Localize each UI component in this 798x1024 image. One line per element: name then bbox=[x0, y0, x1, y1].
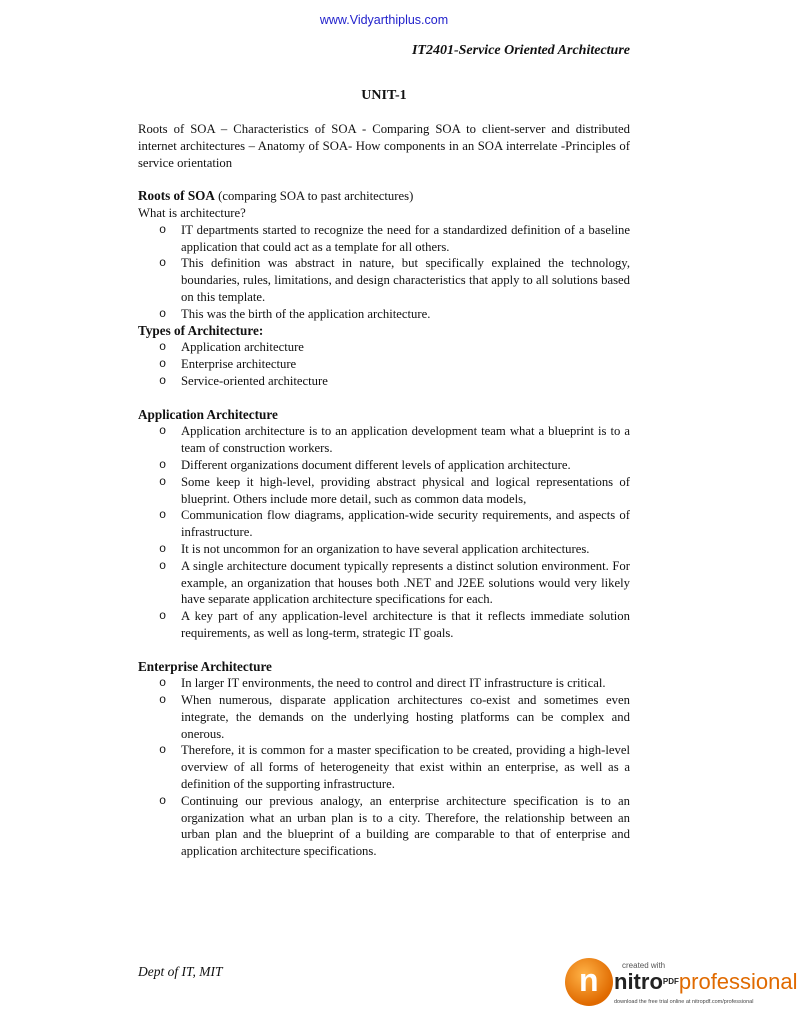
course-title: IT2401-Service Oriented Architecture bbox=[411, 43, 630, 58]
list-item: o This definition was abstract in nature, but specifically explained the technology, boundaries, rules, limitations, and design characteristics that apply to all solutions based on this template. bbox=[138, 255, 630, 305]
list-item: o In larger IT environments, the need to control and direct IT infrastructure is critical. bbox=[138, 675, 630, 692]
list-item: o Continuing our previous analogy, an enterprise architecture specification is to an organization what an urban plan is to a city. Therefore, the relationship between an urban plan and the blueprint of a building are comparable to that of enterprise and application architecture specifications. bbox=[138, 793, 630, 860]
types-list bbox=[138, 339, 630, 389]
roots-heading-title: Roots of SOA bbox=[138, 188, 215, 204]
watermark-brand bbox=[614, 970, 798, 994]
page-footer: Dept of IT, MIT bbox=[138, 964, 223, 979]
list-item: o Communication flow diagrams, application-wide security requirements, and aspects of infrastructure. bbox=[138, 507, 630, 541]
roots-heading-paren: (comparing SOA to past architectures) bbox=[214, 189, 414, 204]
list-item: o This was the birth of the application architecture. bbox=[138, 306, 630, 323]
nitro-logo-letter: n bbox=[579, 962, 599, 998]
enterprise-list bbox=[138, 675, 630, 860]
types-heading: Types of Architecture: bbox=[138, 322, 264, 338]
watermark-created-text: created with bbox=[622, 961, 666, 970]
list-item: o Some keep it high-level, providing abstract physical and logical representations of blueprint. Others include more detail, such as common data models, bbox=[138, 474, 630, 508]
list-item: o When numerous, disparate application architectures co-exist and sometimes even integrate, the demands on the underlying hosting platforms can be complex and onerous. bbox=[138, 692, 630, 742]
application-heading: Application Architecture bbox=[138, 406, 278, 422]
list-item: o Enterprise architecture bbox=[138, 356, 630, 373]
list-item: o Therefore, it is common for a master specification to be created, providing a high-level overview of all forms of heterogeneity that exist within an enterprise, as well as a definition of the supporting infrastructure. bbox=[138, 742, 630, 792]
watermark-brand-name: nitro bbox=[614, 969, 663, 994]
list-item: o It is not uncommon for an organization to have several application architectures. bbox=[138, 541, 630, 558]
watermark-product: professional bbox=[678, 969, 798, 994]
list-item: o Application architecture is to an application development team what a blueprint is to a team of construction workers. bbox=[138, 423, 630, 457]
list-item: o Application architecture bbox=[138, 339, 630, 356]
watermark-pdf-mark: PDF bbox=[662, 977, 679, 986]
list-item: o Service-oriented architecture bbox=[138, 373, 630, 390]
unit-title: UNIT-1 bbox=[361, 88, 407, 103]
enterprise-heading: Enterprise Architecture bbox=[138, 658, 272, 674]
website-link[interactable]: www.Vidyarthiplus.com bbox=[319, 13, 449, 27]
list-item: o Different organizations document different levels of application architecture. bbox=[138, 457, 630, 474]
application-list bbox=[138, 423, 630, 641]
list-item: o A key part of any application-level architecture is that it reflects immediate solution requirements, as well as long-term, strategic IT goals. bbox=[138, 608, 630, 642]
list-item: o A single architecture document typically represents a distinct solution environment. For example, an organization that houses both .NET and J2EE solutions would very likely have separate application architecture specifications for each. bbox=[138, 558, 630, 608]
document-body bbox=[138, 121, 630, 860]
watermark-download-text: download the free trial online at nitropdf.com/professional bbox=[614, 999, 754, 1005]
roots-question: What is architecture? bbox=[138, 205, 246, 220]
list-item: o IT departments started to recognize the need for a standardized definition of a baseline application that could act as a template for all others. bbox=[138, 222, 630, 256]
roots-list bbox=[138, 222, 630, 323]
unit-syllabus: Roots of SOA – Characteristics of SOA - Comparing SOA to client-server and distributed internet architectures – Anatomy of SOA- How components in an SOA interrelate -Principles of service orientation bbox=[138, 122, 630, 170]
nitro-watermark bbox=[560, 942, 798, 1024]
roots-heading bbox=[138, 188, 630, 205]
